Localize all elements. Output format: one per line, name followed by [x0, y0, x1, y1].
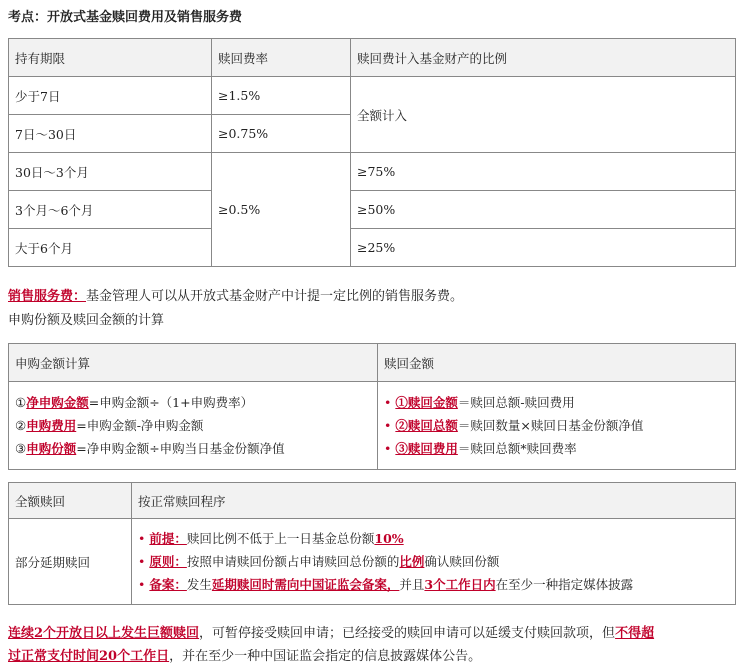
ratio-cell: ≥50% — [351, 191, 736, 229]
header-rate: 赎回费率 — [212, 39, 351, 77]
period-cell: 少于7日 — [9, 77, 212, 115]
header-ratio: 赎回费计入基金财产的比例 — [351, 39, 736, 77]
formula-line: • ①赎回金额＝赎回总额-赎回费用 — [384, 395, 575, 410]
redemption-type-table — [8, 482, 736, 605]
formula-line: ②申购费用=申购金额-净申购金额 — [15, 418, 204, 433]
formula-line: • ③赎回费用＝赎回总额*赎回费率 — [384, 441, 577, 456]
list-item: • 备案：发生延期赎回时需向中国证监会备案，并且3个工作日内在至少一种指定媒体披露 — [138, 577, 634, 592]
rate-cell: ≥1.5% — [212, 77, 351, 115]
formula-line: • ②赎回总额＝赎回数量×赎回日基金份额净值 — [384, 418, 644, 433]
sales-fee-text: 基金管理人可以从开放式基金财产中计提一定比例的销售服务费。 — [86, 289, 464, 304]
sales-fee-paragraph — [8, 285, 463, 304]
calculation-table — [8, 343, 736, 470]
table-row — [9, 229, 736, 267]
rate-cell: ≥0.75% — [212, 115, 351, 153]
ratio-cell: ≥25% — [351, 229, 736, 267]
partial-redemption-label: 部分延期赎回 — [9, 519, 132, 605]
formula-line: ③申购份额=净申购金额÷申购当日基金份额净值 — [15, 441, 285, 456]
table-row — [9, 77, 736, 115]
sales-fee-term: 销售服务费： — [8, 289, 87, 304]
section-subtitle: 申购份额及赎回金额的计算 — [8, 313, 165, 328]
table-row — [9, 153, 736, 191]
rate-cell-merged: ≥0.5% — [212, 153, 351, 267]
ratio-cell: ≥75% — [351, 153, 736, 191]
redemption-fee-table — [8, 38, 736, 267]
header-purchase: 申购金额计算 — [9, 344, 378, 382]
header-period: 持有期限 — [9, 39, 212, 77]
large-redemption-paragraph: 连续2个开放日以上发生巨额赎回，可暂停接受赎回申请；已经接受的赎回申请可以延缓支付赎回款项，但不得超 过正常支付时间20个工作日，并在至少一种中国证监会指定的信息披露媒体公告。 — [8, 626, 655, 664]
period-cell: 大于6个月 — [9, 229, 212, 267]
full-redemption-label: 全额赎回 — [9, 483, 132, 519]
full-redemption-value: 按正常赎回程序 — [132, 483, 736, 519]
period-cell: 3个月～6个月 — [9, 191, 212, 229]
page-title: 考点：开放式基金赎回费用及销售服务费 — [8, 10, 243, 25]
formula-line: ①净申购金额=申购金额÷（1+申购费率） — [15, 395, 254, 410]
period-cell: 30日～3个月 — [9, 153, 212, 191]
redemption-formulas — [378, 382, 736, 470]
table-row — [9, 191, 736, 229]
list-item: • 原则：按照申请赎回份额占申请赎回总份额的比例确认赎回份额 — [138, 554, 500, 569]
ratio-cell-merged: 全额计入 — [351, 77, 736, 153]
period-cell: 7日～30日 — [9, 115, 212, 153]
header-redemption: 赎回金额 — [378, 344, 736, 382]
purchase-formulas — [9, 382, 378, 470]
list-item: • 前提：赎回比例不低于上一日基金总份额10% — [138, 531, 404, 546]
partial-redemption-items — [132, 519, 736, 605]
